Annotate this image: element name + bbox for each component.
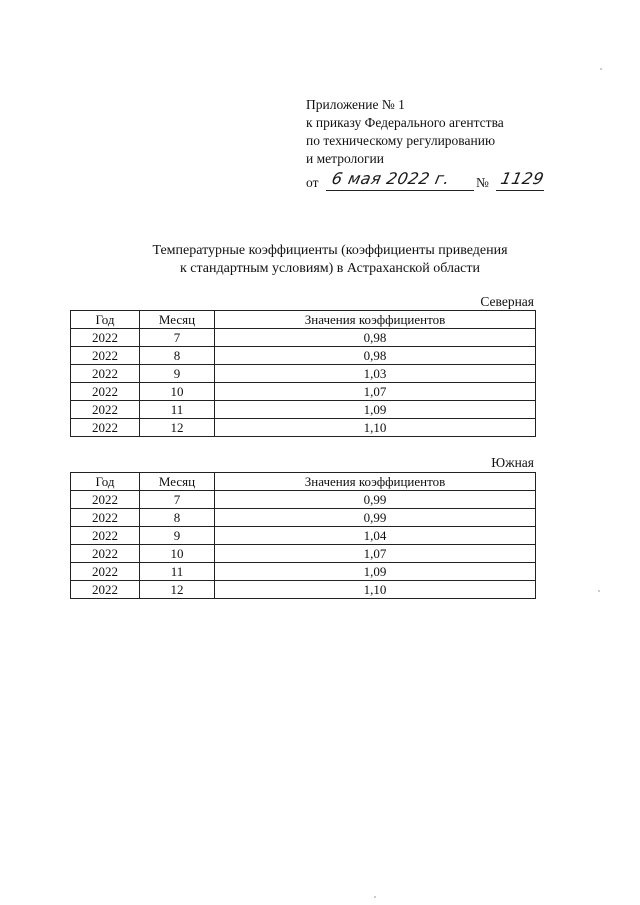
cell-month: 9 — [140, 527, 215, 545]
cell-value: 1,04 — [215, 527, 536, 545]
cell-year: 2022 — [71, 329, 140, 347]
date-prefix: от — [306, 175, 319, 190]
cell-year: 2022 — [71, 581, 140, 599]
region-label-south: Южная — [491, 455, 534, 470]
cell-month: 11 — [140, 563, 215, 581]
appendix-line-2: к приказу Федерального агентства — [306, 115, 504, 130]
table-row — [71, 347, 536, 365]
table-row — [71, 545, 536, 563]
title-line-1: Температурные коэффициенты (коэффициенты приведения — [152, 243, 508, 258]
header-year: Год — [71, 473, 140, 491]
cell-year: 2022 — [71, 563, 140, 581]
appendix-header — [306, 96, 566, 192]
cell-year: 2022 — [71, 509, 140, 527]
cell-month: 10 — [140, 383, 215, 401]
cell-year: 2022 — [71, 491, 140, 509]
cell-value: 0,98 — [215, 329, 536, 347]
table-row — [71, 329, 536, 347]
table-row — [71, 401, 536, 419]
cell-month: 8 — [140, 347, 215, 365]
appendix-line-4: и метрологии — [306, 151, 384, 166]
cell-value: 1,09 — [215, 401, 536, 419]
cell-value: 1,09 — [215, 563, 536, 581]
number-sign: № — [476, 175, 490, 190]
cell-year: 2022 — [71, 347, 140, 365]
header-value: Значения коэффициентов — [215, 473, 536, 491]
cell-value: 1,10 — [215, 581, 536, 599]
cell-month: 12 — [140, 419, 215, 437]
scan-speck — [374, 896, 376, 898]
table-row — [71, 527, 536, 545]
cell-month: 8 — [140, 509, 215, 527]
table-row — [71, 383, 536, 401]
cell-year: 2022 — [71, 419, 140, 437]
table-header-row — [71, 473, 536, 491]
cell-month: 7 — [140, 491, 215, 509]
cell-month: 7 — [140, 329, 215, 347]
order-date-line — [306, 170, 566, 192]
cell-year: 2022 — [71, 401, 140, 419]
header-month: Месяц — [140, 311, 215, 329]
cell-year: 2022 — [71, 365, 140, 383]
coefficients-table-south — [70, 472, 536, 599]
cell-month: 11 — [140, 401, 215, 419]
cell-year: 2022 — [71, 527, 140, 545]
handwritten-date: 6 мая 2022 г. — [330, 169, 452, 188]
table-row — [71, 563, 536, 581]
cell-month: 10 — [140, 545, 215, 563]
table-row — [71, 365, 536, 383]
cell-year: 2022 — [71, 545, 140, 563]
cell-value: 1,07 — [215, 545, 536, 563]
table-row — [71, 581, 536, 599]
appendix-line-3: по техническому регулированию — [306, 133, 496, 148]
table-row — [71, 491, 536, 509]
coefficients-table-north — [70, 310, 536, 437]
document-title — [80, 242, 580, 278]
handwritten-order-number: 1129 — [499, 169, 546, 188]
cell-value: 0,98 — [215, 347, 536, 365]
region-label-north: Северная — [480, 294, 534, 309]
date-underline — [326, 190, 474, 191]
header-value: Значения коэффициентов — [215, 311, 536, 329]
cell-value: 1,10 — [215, 419, 536, 437]
number-underline — [496, 190, 544, 191]
header-year: Год — [71, 311, 140, 329]
table-row — [71, 509, 536, 527]
header-month: Месяц — [140, 473, 215, 491]
scan-speck — [600, 68, 602, 70]
scan-speck — [598, 590, 600, 592]
cell-month: 12 — [140, 581, 215, 599]
table-row — [71, 419, 536, 437]
title-line-2: к стандартным условиям) в Астраханской области — [179, 261, 480, 276]
cell-value: 1,07 — [215, 383, 536, 401]
appendix-line-1: Приложение № 1 — [306, 97, 405, 112]
cell-value: 1,03 — [215, 365, 536, 383]
table-header-row — [71, 311, 536, 329]
cell-value: 0,99 — [215, 491, 536, 509]
cell-value: 0,99 — [215, 509, 536, 527]
cell-year: 2022 — [71, 383, 140, 401]
cell-month: 9 — [140, 365, 215, 383]
